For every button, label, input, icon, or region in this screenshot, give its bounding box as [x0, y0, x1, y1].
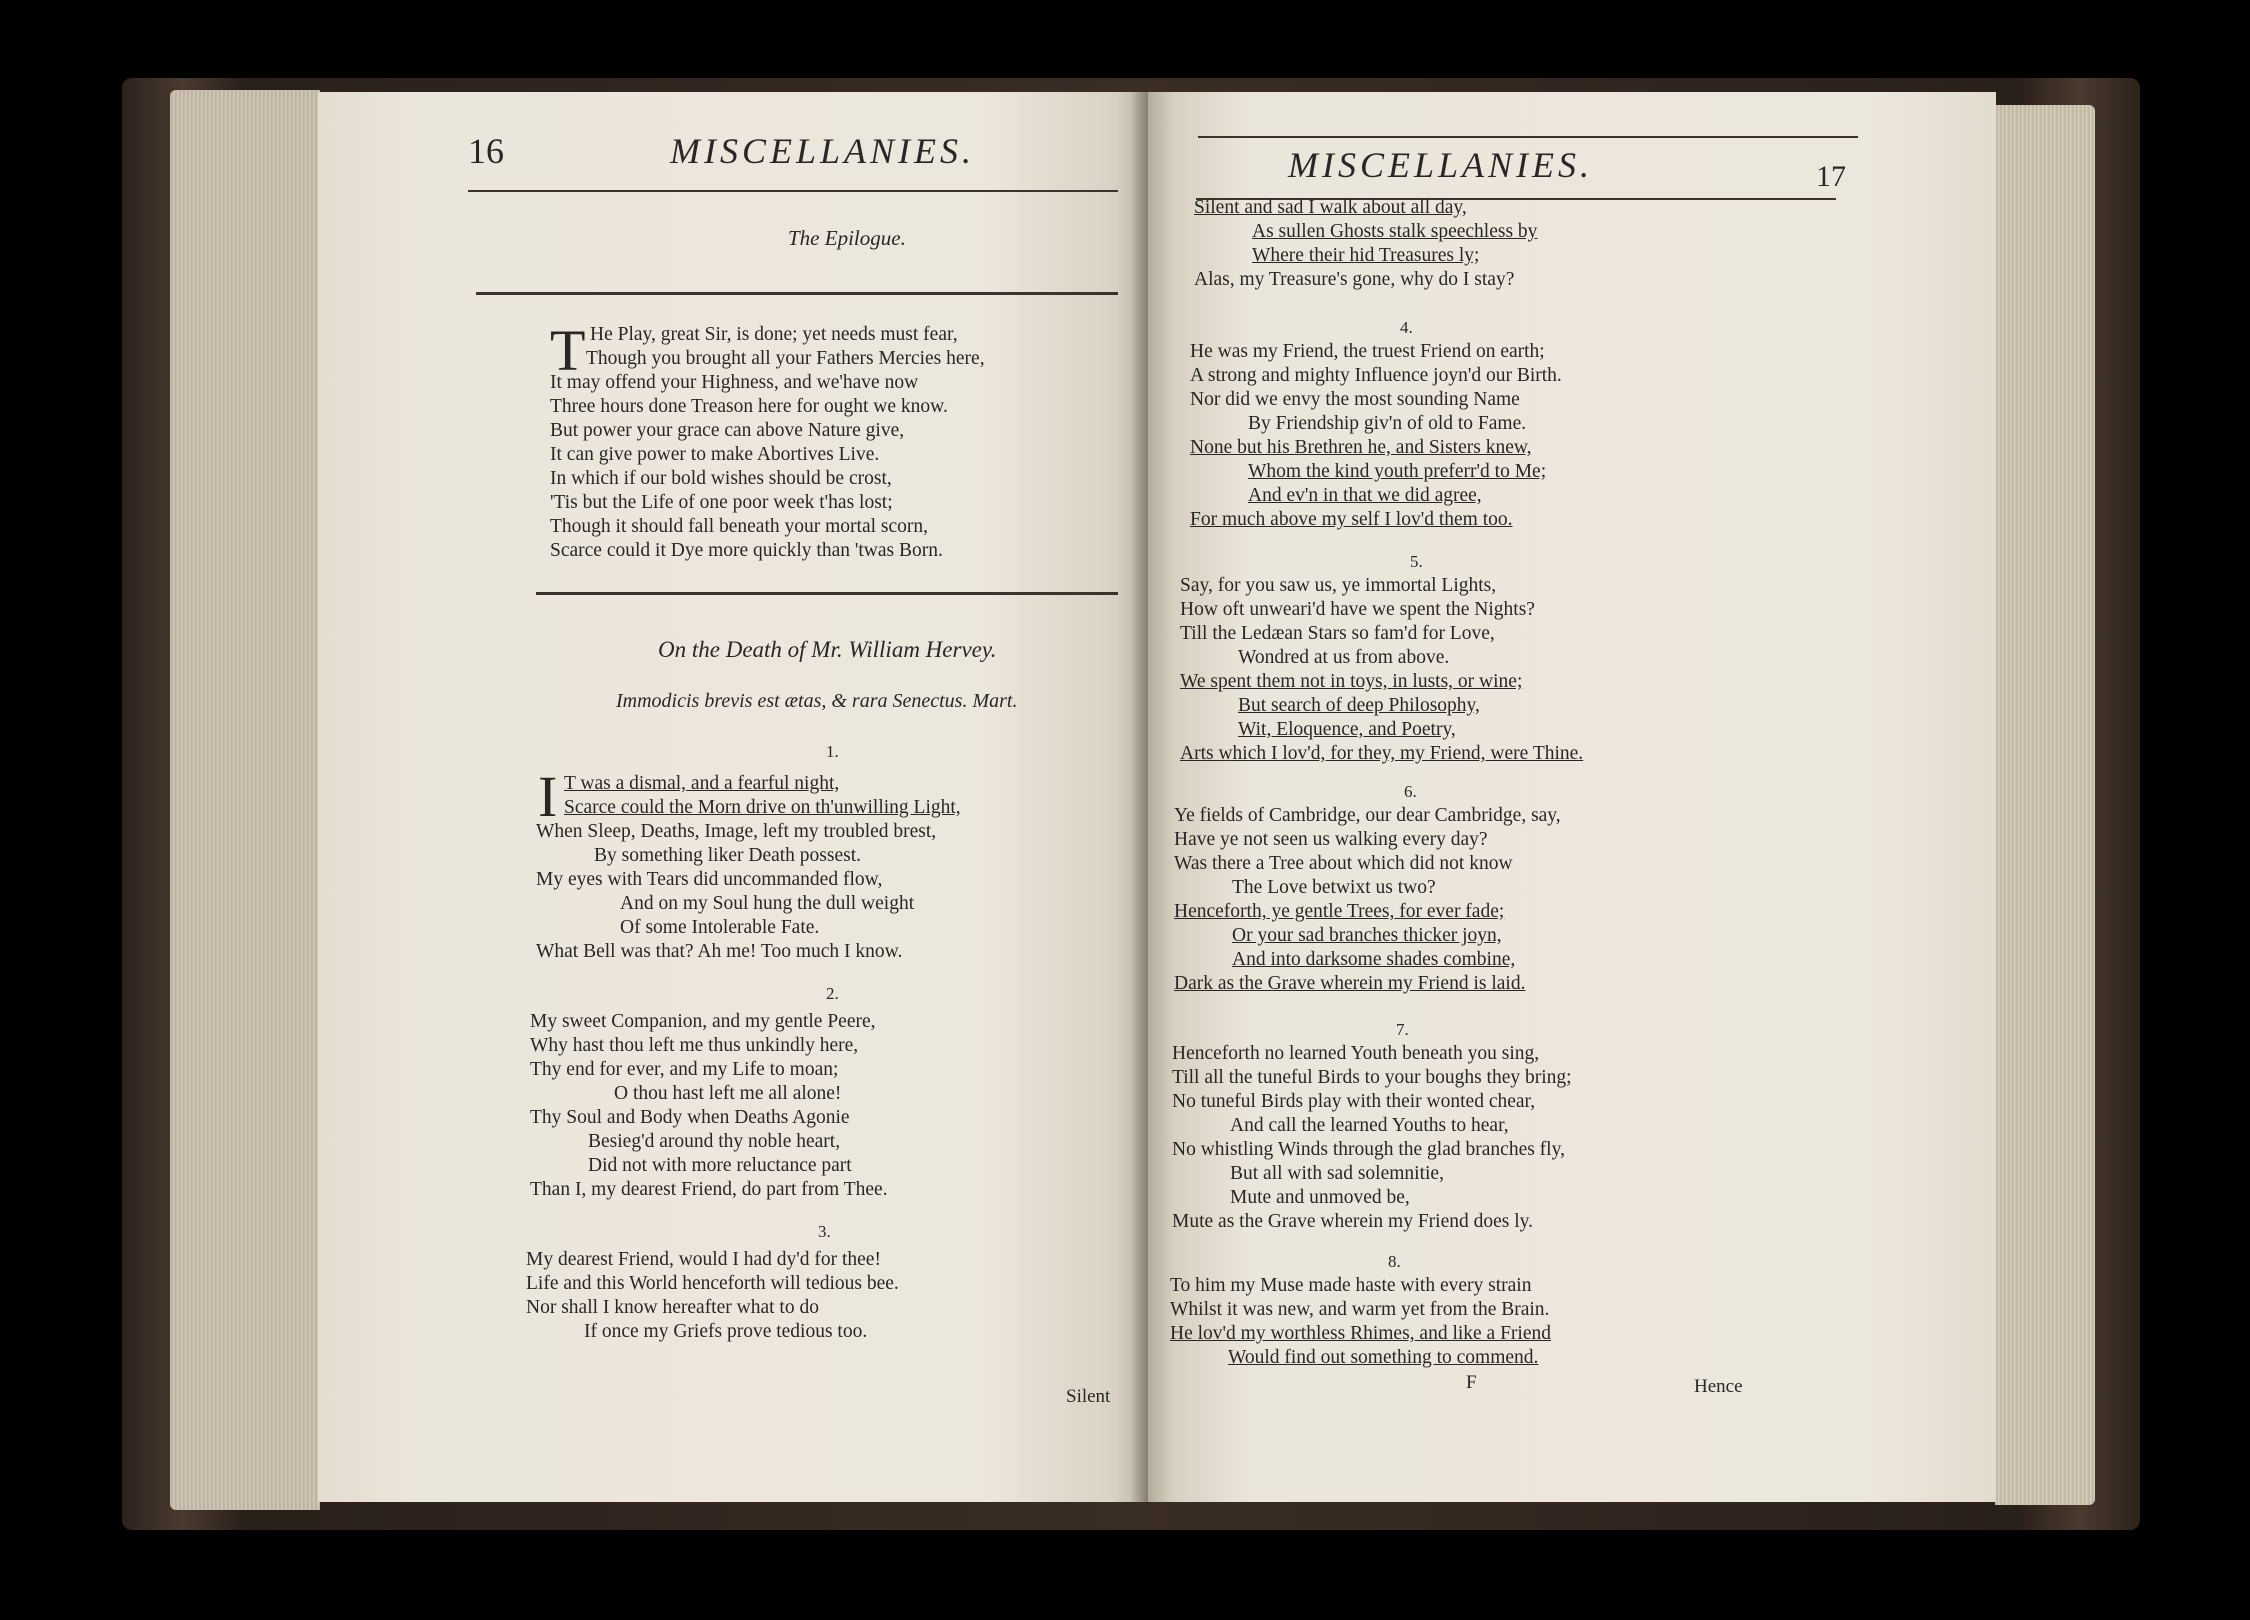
stanza-number: 5.: [1410, 552, 1423, 571]
poem-line: Though it should fall beneath your mortal scorn,: [550, 516, 929, 537]
poem-line: Did not with more reluctance part: [588, 1155, 852, 1176]
poem-line: Three hours done Treason here for ought we know.: [550, 396, 948, 417]
stanza-5: [1180, 574, 1583, 766]
page-number: 17: [1816, 160, 1846, 193]
poem-line: Wit, Eloquence, and Poetry,: [1238, 719, 1456, 740]
section-rule: [476, 292, 1118, 295]
poem-line: Besieg'd around thy noble heart,: [588, 1131, 841, 1152]
catchword: Silent: [1066, 1386, 1111, 1407]
stanza-6: [1174, 804, 1561, 996]
poem-line-text: Scarce could the Morn drive on th'unwilling Light,: [564, 797, 961, 818]
poem-line: And ev'n in that we did agree,: [1248, 485, 1482, 506]
epilogue-first-line: He Play, great Sir, is done; yet needs must fear,: [590, 324, 958, 345]
poem-line: It may offend your Highness, and we'have now: [550, 372, 919, 393]
running-head: MISCELLANIES.: [1288, 145, 1594, 185]
poem-title: On the Death of Mr. William Hervey.: [658, 637, 997, 662]
poem-line: No whistling Winds through the glad branches fly,: [1172, 1139, 1565, 1160]
poem-line: For much above my self I lov'd them too.: [1190, 509, 1513, 530]
poem-line: A strong and mighty Influence joyn'd our Birth.: [1190, 365, 1562, 386]
poem-line: To him my Muse made haste with every strain: [1170, 1275, 1532, 1296]
poem-line: What Bell was that? Ah me! Too much I know.: [536, 941, 903, 962]
poem-line: It can give power to make Abortives Live.: [550, 444, 880, 465]
poem-line: Arts which I lov'd, for they, my Friend, were Thine.: [1180, 743, 1584, 764]
header-rule: [468, 190, 1118, 192]
catchword: Hence: [1694, 1376, 1743, 1397]
poem-line: Ye fields of Cambridge, our dear Cambridge, say,: [1174, 805, 1561, 826]
poem-line: By something liker Death possest.: [594, 845, 862, 866]
poem-line: My sweet Companion, and my gentle Peere,: [530, 1011, 876, 1032]
poem-line: How oft unweari'd have we spent the Nights?: [1180, 599, 1535, 620]
poem-line: Where their hid Treasures ly;: [1252, 245, 1480, 266]
stanza-number: 8.: [1388, 1252, 1401, 1271]
poem-line: Silent and sad I walk about all day,: [1194, 197, 1467, 218]
epilogue-poem: [550, 347, 1110, 563]
poem-line: Was there a Tree about which did not know: [1174, 853, 1513, 874]
page-number: 16: [468, 131, 504, 171]
poem-line: Wondred at us from above.: [1238, 647, 1450, 668]
poem-line: O thou hast left me all alone!: [614, 1083, 842, 1104]
stanza-2: [530, 1010, 888, 1202]
poem-line: My dearest Friend, would I had dy'd for thee!: [526, 1249, 881, 1270]
poem-line: The Love betwixt us two?: [1232, 877, 1436, 898]
poem-line: Till all the tuneful Birds to your boughs they bring;: [1172, 1067, 1572, 1088]
stanza-number: 7.: [1396, 1020, 1409, 1039]
epilogue-title: The Epilogue.: [788, 226, 906, 250]
poem-line: Henceforth no learned Youth beneath you sing,: [1172, 1043, 1540, 1064]
poem-line: Till the Ledæan Stars so fam'd for Love,: [1180, 623, 1495, 644]
poem-line: We spent them not in toys, in lusts, or wine;: [1180, 671, 1523, 692]
poem-line: Why hast thou left me thus unkindly here,: [530, 1035, 859, 1056]
poem-line: Would find out something to commend.: [1228, 1347, 1539, 1368]
poem-line: Thy end for ever, and my Life to moan;: [530, 1059, 839, 1080]
poem-line: Mute as the Grave wherein my Friend does ly.: [1172, 1211, 1534, 1232]
poem-line: Nor did we envy the most sounding Name: [1190, 389, 1520, 410]
page-edges-left: [170, 90, 320, 1510]
poem-line: Or your sad branches thicker joyn,: [1232, 925, 1502, 946]
stanza-number: 6.: [1404, 782, 1417, 801]
poem-line: But power your grace can above Nature give,: [550, 420, 905, 441]
poem-line: Have ye not seen us walking every day?: [1174, 829, 1488, 850]
poem-line: Mute and unmoved be,: [1230, 1187, 1410, 1208]
poem-line: And into darksome shades combine,: [1232, 949, 1516, 970]
poem-line: And call the learned Youths to hear,: [1230, 1115, 1509, 1136]
epigraph: Immodicis brevis est ætas, & rara Senectus. Mart.: [616, 690, 1018, 712]
poem-line: Thy Soul and Body when Deaths Agonie: [530, 1107, 850, 1128]
poem-line: [564, 772, 839, 796]
poem-line: 'Tis but the Life of one poor week t'has lost;: [550, 492, 893, 513]
poem-line-text: T was a dismal, and a fearful night,: [564, 773, 840, 794]
poem-line: He lov'd my worthless Rhimes, and like a Friend: [1170, 1323, 1552, 1344]
stanza-3: [526, 1248, 899, 1344]
poem-line: Of some Intolerable Fate.: [620, 917, 820, 938]
poem-line: When Sleep, Deaths, Image, left my troubled brest,: [536, 821, 937, 842]
poem-line: As sullen Ghosts stalk speechless by: [1252, 221, 1538, 242]
poem-line: Whom the kind youth preferr'd to Me;: [1248, 461, 1547, 482]
left-page: [318, 92, 1148, 1502]
poem-line: No tuneful Birds play with their wonted chear,: [1172, 1091, 1536, 1112]
poem-line: Henceforth, ye gentle Trees, for ever fade;: [1174, 901, 1505, 922]
poem-line: Whilst it was new, and warm yet from the Brain.: [1170, 1299, 1550, 1320]
stanza-1: [536, 820, 936, 964]
stanza-7: [1172, 1042, 1572, 1234]
poem-line: In which if our bold wishes should be crost,: [550, 468, 892, 489]
poem-line: [564, 796, 961, 820]
poem-line: None but his Brethren he, and Sisters knew,: [1190, 437, 1532, 458]
poem-line: Nor shall I know hereafter what to do: [526, 1297, 819, 1318]
stanza-4: [1190, 340, 1562, 532]
signature-mark: F: [1466, 1372, 1477, 1393]
poem-line: And on my Soul hung the dull weight: [620, 893, 915, 914]
stanza-number: 4.: [1400, 318, 1413, 337]
poem-line: Say, for you saw us, ye immortal Lights,: [1180, 575, 1497, 596]
stanza-number: 1.: [826, 742, 839, 761]
poem-line: But search of deep Philosophy,: [1238, 695, 1480, 716]
poem-line: Alas, my Treasure's gone, why do I stay?: [1194, 269, 1515, 290]
poem-line: Though you brought all your Fathers Mercies here,: [586, 348, 985, 369]
running-head: MISCELLANIES.: [670, 131, 976, 171]
drop-cap: T: [550, 318, 586, 383]
poem-line: My eyes with Tears did uncommanded flow,: [536, 869, 883, 890]
stanza-number: 3.: [818, 1222, 831, 1241]
poem-line: He was my Friend, the truest Friend on earth;: [1190, 341, 1545, 362]
poem-line: Scarce could it Dye more quickly than 'twas Born.: [550, 540, 943, 561]
stanza-3-continued: [1194, 196, 1537, 292]
page-edges-right: [1995, 105, 2095, 1505]
section-rule: [536, 592, 1118, 595]
right-page: [1148, 92, 1996, 1502]
poem-line: Life and this World henceforth will tedious bee.: [526, 1273, 899, 1294]
poem-line: By Friendship giv'n of old to Fame.: [1248, 413, 1527, 434]
drop-cap: I: [538, 764, 558, 829]
header-rule: [1198, 136, 1858, 138]
poem-line: Dark as the Grave wherein my Friend is laid.: [1174, 973, 1526, 994]
stanza-8: [1170, 1274, 1551, 1370]
poem-line: But all with sad solemnitie,: [1230, 1163, 1444, 1184]
poem-line: If once my Griefs prove tedious too.: [584, 1321, 868, 1342]
stanza-number: 2.: [826, 984, 839, 1003]
poem-line: Than I, my dearest Friend, do part from Thee.: [530, 1179, 888, 1200]
